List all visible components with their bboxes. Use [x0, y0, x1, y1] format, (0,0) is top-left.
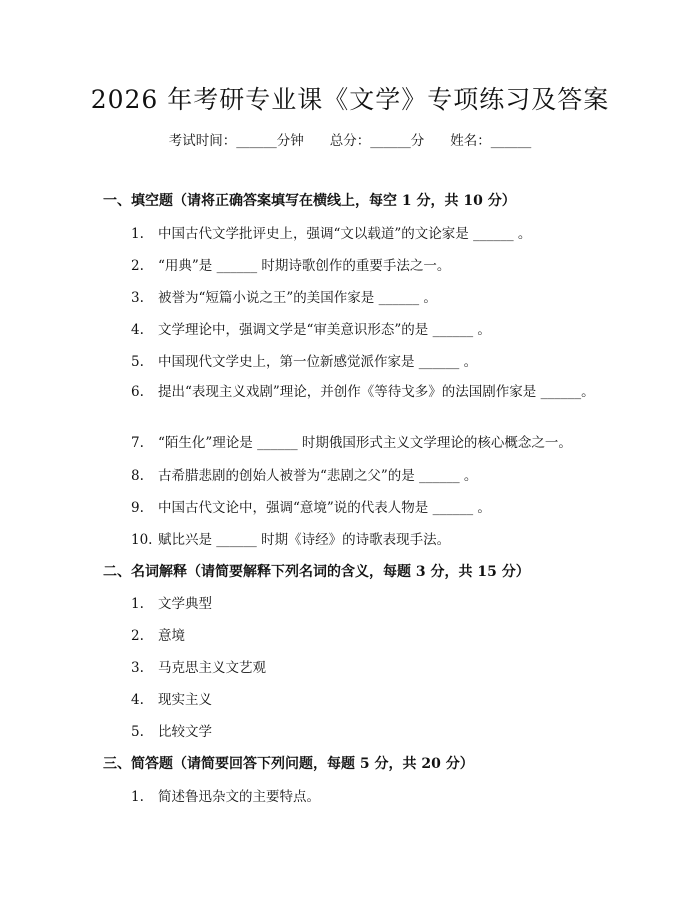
- name-field: 姓名：______: [450, 133, 532, 149]
- question-text: 赋比兴是 ______ 时期《诗经》的诗歌表现手法。: [158, 532, 451, 548]
- question-text: 古希腊悲剧的创始人被誉为“悲剧之父”的是 ______ 。: [158, 468, 478, 484]
- section-short-answer-header: 三、简答题（请简要回答下列问题，每题 5 分，共 20 分）: [103, 756, 474, 772]
- total-score-field: 总分：______分: [329, 133, 425, 149]
- question-number: 4.: [131, 322, 144, 338]
- question-item: [131, 288, 437, 308]
- question-text: “用典”是 ______ 时期诗歌创作的重要手法之一。: [158, 258, 451, 274]
- question-text: 意境: [158, 628, 185, 644]
- question-number: 3.: [131, 290, 144, 306]
- section-fill-in-blank-header: 一、填空题（请将正确答案填写在横线上，每空 1 分，共 10 分）: [103, 193, 516, 209]
- section-term-explanation-header: 二、名词解释（请简要解释下列名词的含义，每题 3 分，共 15 分）: [103, 564, 530, 580]
- question-number: 3.: [131, 660, 144, 676]
- question-number: 1.: [131, 596, 144, 612]
- page-title: 2026 年考研专业课《文学》专项练习及答案: [90, 85, 610, 114]
- question-number: 8.: [131, 468, 144, 484]
- question-item: [131, 690, 212, 710]
- question-item: [131, 433, 572, 453]
- question-number: 4.: [131, 692, 144, 708]
- question-text: 比较文学: [158, 724, 212, 740]
- question-item: [131, 594, 212, 614]
- question-number: 2.: [131, 258, 144, 274]
- question-item: [131, 530, 450, 550]
- question-text: 被誉为“短篇小说之王”的美国作家是 ______ 。: [158, 290, 437, 306]
- question-text: 提出“表现主义戏剧”理论，并创作《等待戈多》的法国剧作家是 ______。: [158, 384, 595, 400]
- question-number: 1.: [131, 226, 144, 242]
- question-item: [131, 256, 450, 276]
- question-item: [131, 722, 212, 742]
- question-number: 2.: [131, 628, 144, 644]
- question-text: 中国古代文论中，强调“意境”说的代表人物是 ______ 。: [158, 500, 491, 516]
- question-item: [131, 658, 266, 678]
- question-number: 5.: [131, 354, 144, 370]
- question-item: [131, 626, 185, 646]
- question-item: [131, 224, 531, 244]
- question-text: 文学理论中，强调文学是“审美意识形态”的是 ______ 。: [158, 322, 491, 338]
- question-text: “陌生化”理论是 ______ 时期俄国形式主义文学理论的核心概念之一。: [158, 435, 572, 451]
- exam-info-line: [0, 131, 700, 151]
- question-number: 9.: [131, 500, 144, 516]
- question-number: 1.: [131, 789, 144, 805]
- question-number: 7.: [131, 435, 144, 451]
- question-text: 简述鲁迅杂文的主要特点。: [158, 789, 320, 805]
- question-number: 6.: [131, 384, 144, 400]
- question-text: 中国现代文学史上，第一位新感觉派作家是 ______ 。: [158, 354, 478, 370]
- question-item: [131, 787, 320, 807]
- question-text: 马克思主义文艺观: [158, 660, 266, 676]
- question-item: [131, 466, 477, 486]
- question-number: 5.: [131, 724, 144, 740]
- question-item: [131, 498, 491, 518]
- question-item: [131, 320, 491, 340]
- question-number: 10.: [131, 532, 153, 548]
- question-item: [103, 377, 603, 408]
- question-text: 现实主义: [158, 692, 212, 708]
- question-text: 文学典型: [158, 596, 212, 612]
- question-text: 中国古代文学批评史上，强调“文以载道”的文论家是 ______ 。: [158, 226, 532, 242]
- question-item: [131, 352, 477, 372]
- exam-time-field: 考试时间：______分钟: [168, 133, 304, 149]
